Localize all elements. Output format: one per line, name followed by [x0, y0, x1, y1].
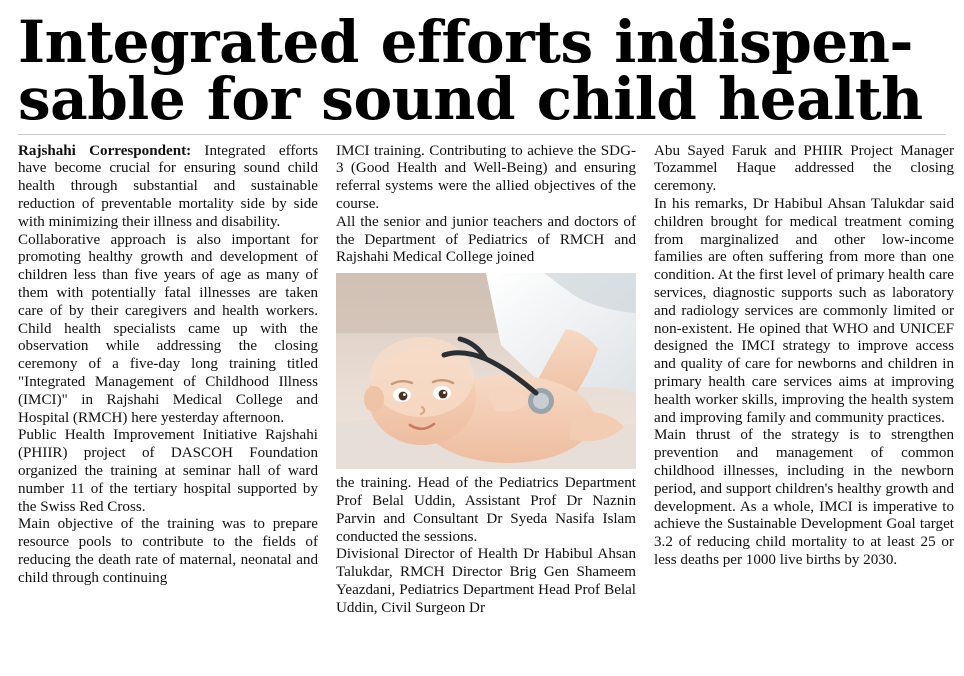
doctor-examining-baby-photo — [336, 273, 636, 469]
paragraph: Public Health Improvement Initiative Rajshahi (PHIIR) project of DASCOH Foundation organized the training at seminar hall of ward number 11 of the tertiary hospital supported by the Swiss Red Cross. — [18, 427, 318, 515]
paragraph — [18, 143, 318, 232]
lede-label: Rajshahi Correspondent: — [18, 142, 192, 159]
article-column-3 — [654, 143, 954, 570]
paragraph: In his remarks, Dr Habibul Ahsan Talukdar said children brought for medical treatment coming from marginalized and other low-income families are often suffering from more than one condition. At the first level of primary health care services, diagnostic supports such as laboratory and radiology services are commonly limited or non-existent. He opined that WHO and UNICEF designed the IMCI strategy to improve access and quality of care for newborns and children in primary health care services aims at improving health worker skills, improving the health system and improving family and community practices. — [654, 196, 954, 426]
article-columns — [18, 142, 954, 618]
headline-line-1: Integrated efforts indispen- — [18, 8, 913, 76]
paragraph: Divisional Director of Health Dr Habibul Ahsan Talukdar, RMCH Director Brig Gen Shameem Yeazdani, Pediatrics Department Head Prof Belal Uddin, Civil Surgeon Dr — [336, 546, 636, 616]
article-column-2 — [336, 143, 636, 618]
paragraph: Main thrust of the strategy is to strengthen prevention and management of common childhood illnesses, including in the newborn period, and support children's healthy growth and development. As a whole, IMCI is imperative to achieve the Sustainable Development Goal target 3.2 of reducing child mortality to at least 25 or less deaths per 1000 live births by 2030. — [654, 427, 954, 568]
paragraph: Main objective of the training was to prepare resource pools to contribute to the fields of reducing the death rate of maternal, neonatal and child through continuing — [18, 516, 318, 586]
page-title — [18, 8, 946, 133]
headline-line-2: sable for sound child health — [18, 64, 923, 133]
paragraph: Collaborative approach is also important for promoting healthy growth and development of children less than five years of age as many of them with potentially fatal illnesses are taken care of by their caregivers and health workers. Child health specialists came up with the observation while addressing the closing ceremony of a five-day long training titled "Integrated Management of Childhood Illness (IMCI)" in Rajshahi Medical College and Hospital (RMCH) here yesterday afternoon. — [18, 231, 318, 426]
article-column-1 — [18, 143, 318, 588]
paragraph-text: Integrated efforts have become crucial for ensuring sound child health through substantial and sustainable reduction of preventable mortality side by side with minimizing their illness and disability. — [18, 142, 318, 230]
paragraph: IMCI training. Contributing to achieve the SDG-3 (Good Health and Well-Being) and ensuring referral systems were the allied objectives of the course. — [336, 142, 636, 213]
paragraph: the training. Head of the Pediatrics Department Prof Belal Uddin, Assistant Prof Dr Naznin Parvin and Consultant Dr Syeda Nasifa Islam conducted the sessions. — [336, 475, 636, 545]
paragraph: Abu Sayed Faruk and PHIIR Project Manager Tozammel Haque addressed the closing ceremony. — [654, 142, 954, 195]
paragraph: All the senior and junior teachers and doctors of the Department of Pediatrics of RMCH and Rajshahi Medical College joined — [336, 213, 636, 266]
photo-illustration — [336, 273, 636, 469]
headline-divider — [18, 134, 946, 135]
